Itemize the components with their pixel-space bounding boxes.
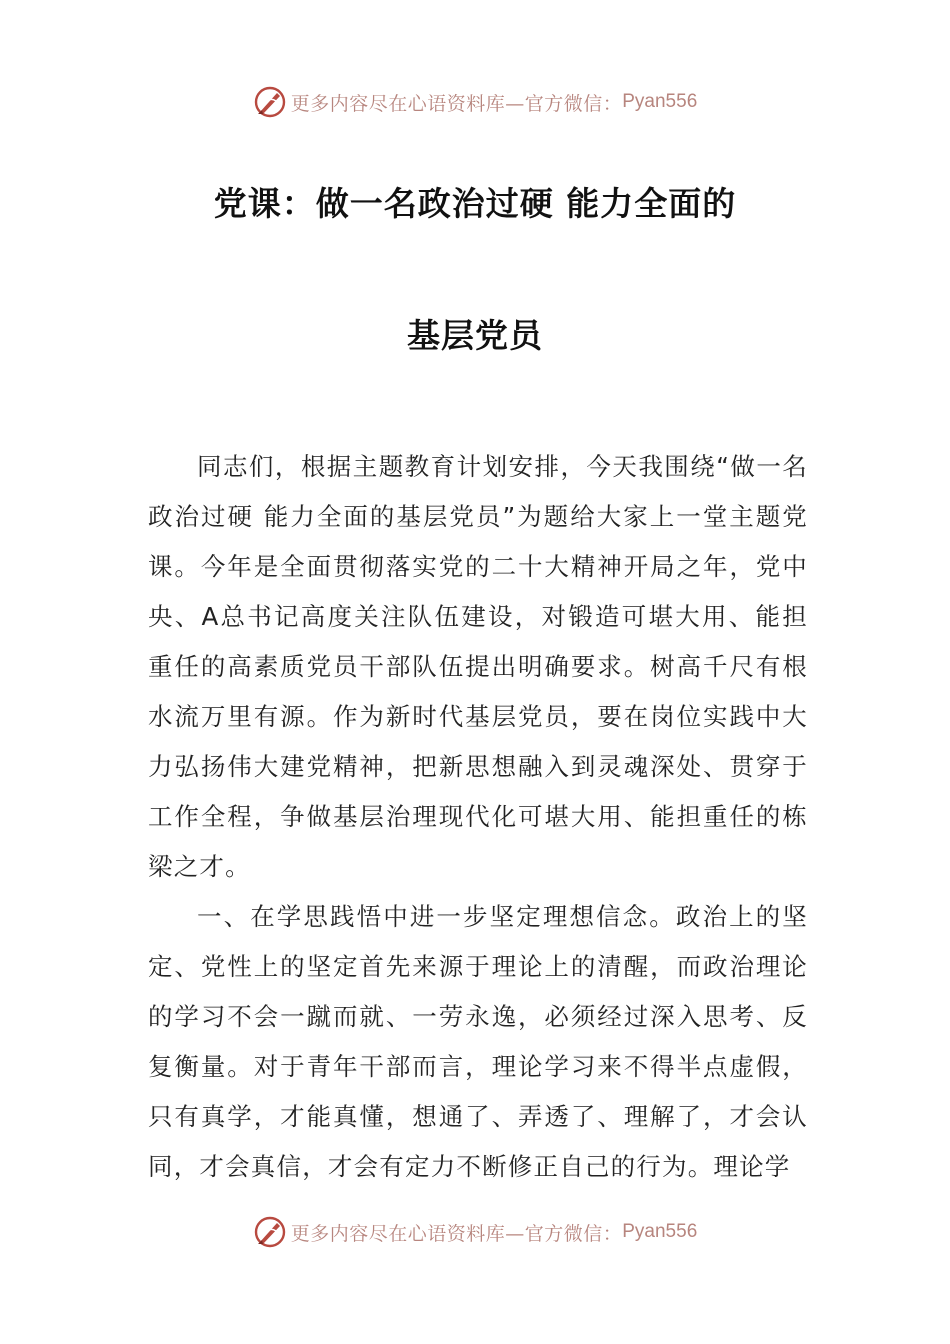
watermark-wechat-id: Pyan556 [622, 1221, 698, 1242]
watermark-footer [0, 1212, 950, 1252]
watermark-wechat-id: Pyan556 [622, 91, 698, 112]
paragraph-section-1: 一、在学思践悟中进一步坚定理想信念。政治上的坚定、党性上的坚定首先来源于理论上的清醒，而政治理论的学习不会一蹴而就、一劳永逸，必须经过深入思考、反复衡量。对于青年干部而言，理论学习来不得半点虚假，只有真学，才能真懂，想通了、弄透了、理解了，才会认同，才会真信，才会有定力不断修正自己的行为。理论学 [148, 902, 808, 1181]
watermark-text: 更多内容尽在心语资料库—官方微信： [290, 1222, 623, 1245]
document-title-line-2: 基层党员 [407, 316, 543, 355]
document-body [148, 442, 808, 1192]
pen-logo-icon [253, 85, 287, 119]
watermark-text: 更多内容尽在心语资料库—官方微信： [290, 92, 623, 115]
paragraph-intro: 同志们，根据主题教育计划安排，今天我围绕“做一名政治过硬 能力全面的基层党员”为题给大家上一堂主题党课。今年是全面贯彻落实党的二十大精神开局之年，党中央、A总书记高度关注队伍建设，对锻造可堪大用、能担重任的高素质党员干部队伍提出明确要求。树高千尺有根水流万里有源。作为新时代基层党员，要在岗位实践中大力弘扬伟大建党精神，把新思想融入到灵魂深处、贯穿于工作全程，争做基层治理现代化可堪大用、能担重任的栋梁之才。 [148, 452, 808, 881]
pen-logo-icon [253, 1215, 287, 1249]
watermark-header [0, 82, 950, 122]
document-title-line-1: 党课：做一名政治过硬 能力全面的 [213, 184, 737, 223]
